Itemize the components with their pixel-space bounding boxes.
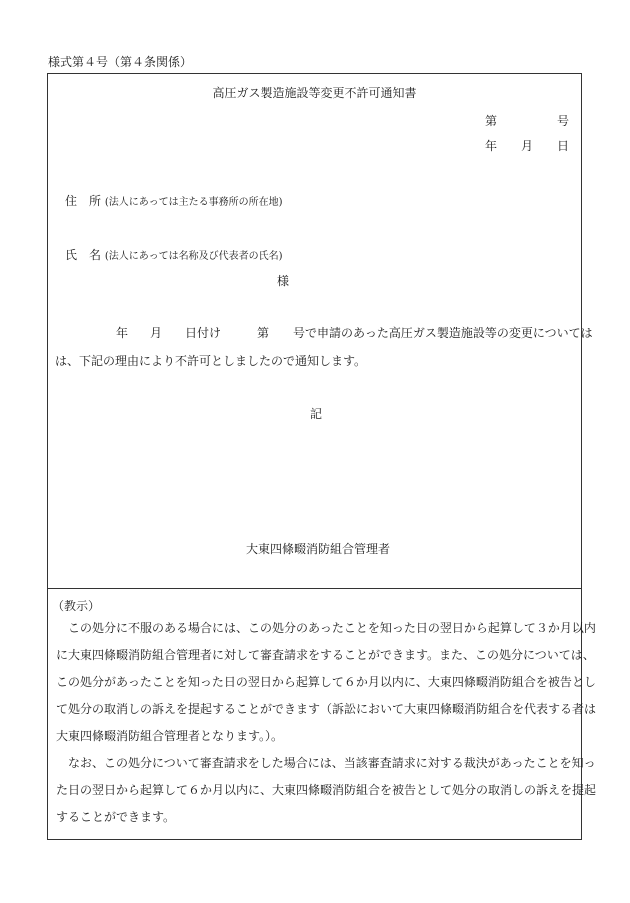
body-line2: は、下記の理由により不許可としましたので通知します。 <box>55 354 367 368</box>
body-line1-rest: 号で申請のあった高圧ガス製造施設等の変更については <box>293 326 593 340</box>
notice-paragraph-1 <box>56 615 597 750</box>
name-note: (法人にあっては名称及び代表者の氏名) <box>104 251 283 262</box>
notice-p2-line: することができます。 <box>56 810 176 824</box>
body-dai: 第 <box>257 326 270 340</box>
date-day: 日 <box>557 139 570 153</box>
form-number-label: 様式第４号（第４条関係） <box>48 55 193 69</box>
notice-p1-line: 大東四條畷消防組合管理者となります。）。 <box>56 729 284 743</box>
notice-p1-line: この処分に不服のある場合には、この処分のあったことを知った日の翌日から起算して３か月以内 <box>68 621 596 635</box>
document-title: 高圧ガス製造施設等変更不許可通知書 <box>212 86 417 100</box>
date-month: 月 <box>521 139 534 153</box>
number-go: 号 <box>557 114 570 128</box>
address-note: (法人にあっては主たる事務所の所在地) <box>104 197 283 208</box>
notice-p2-line: なお、この処分について審査請求をした場合には、当該審査請求に対する裁決があったことを知っ <box>68 756 596 770</box>
ki-heading: 記 <box>310 407 323 421</box>
body-year: 年 <box>116 326 129 340</box>
section-divider <box>48 588 581 589</box>
issuer: 大東四條畷消防組合管理者 <box>246 542 391 556</box>
notice-p1-line: この処分があったことを知った日の翌日から起算して６か月以内に、大東四條畷消防組合を被告とし <box>56 675 596 689</box>
notice-p1-line: に大東四條畷消防組合管理者に対して審査請求をすることができます。また、この処分については、 <box>56 648 595 662</box>
number-dai: 第 <box>485 114 498 128</box>
body-month: 月 <box>150 326 163 340</box>
notice-p1-line: て処分の取消しの訴えを提起することができます（訴訟において大東四條畷消防組合を代表する者は <box>56 702 597 716</box>
address-label: 住 所 <box>65 194 102 208</box>
notice-form <box>47 73 597 840</box>
notice-heading: （教示） <box>52 599 101 613</box>
body-dated: 日付け <box>185 326 222 340</box>
notice-paragraph-2 <box>56 750 597 831</box>
name-row <box>65 246 283 263</box>
address-row <box>65 192 283 209</box>
date-year: 年 <box>485 139 498 153</box>
honorific-sama: 様 <box>277 274 290 288</box>
notice-p2-line: た日の翌日から起算して６か月以内に、大東四條畷消防組合を被告として処分の取消しの訴えを提起 <box>56 783 597 797</box>
name-label: 氏 名 <box>65 248 102 262</box>
